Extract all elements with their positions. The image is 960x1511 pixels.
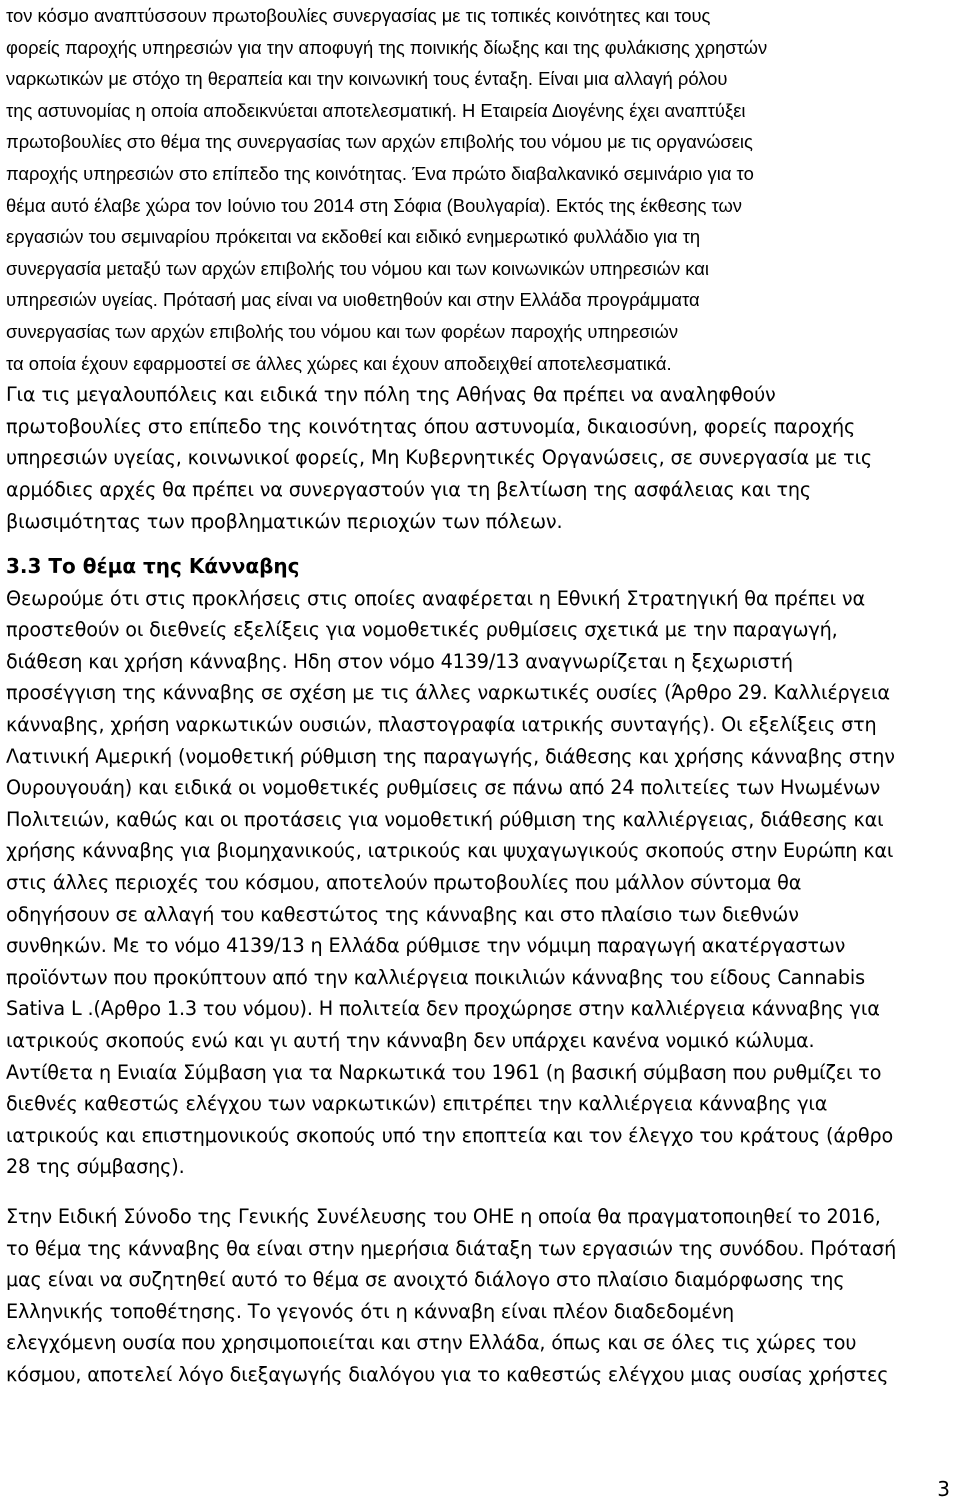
text-line: κόσμου, αποτελεί λόγο διεξαγωγής διαλόγου για το καθεστώς ελέγχου μιας ουσίας χρήστες — [6, 1362, 889, 1386]
text-line: ιατρικούς και επιστημονικούς σκοπούς υπό την εποπτεία και τον έλεγχο του κράτους (άρθρο — [6, 1123, 894, 1147]
text-line: φορείς παροχής υπηρεσιών για την αποφυγή της ποινικής δίωξης και της φυλάκισης χρηστών — [6, 36, 768, 58]
text-line: βιωσιμότητας των προβληματικών περιοχών των πόλεων. — [6, 509, 563, 533]
text-line: τα οποία έχουν εφαρμοστεί σε άλλες χώρες και έχουν αποδειχθεί αποτελεσματικά. — [6, 352, 672, 374]
text-line: παροχής υπηρεσιών στο επίπεδο της κοινότητας. Ένα πρώτο διαβαλκανικό σεμινάριο για το — [6, 162, 754, 184]
text-line: χρήσης κάνναβης για βιομηχανικούς, ιατρικούς και ψυχαγωγικούς σκοπούς στην Ευρώπη και — [6, 839, 894, 863]
text-line: τον κόσμο αναπτύσσουν πρωτοβουλίες συνεργασίας με τις τοπικές κοινότητες και τους — [6, 5, 711, 26]
text-line: προσέγγιση της κάνναβης σε σχέση με τις άλλες ναρκωτικές ουσίες (Άρθρο 29. Καλλιέργεια — [6, 681, 890, 705]
paragraph-cannabis — [6, 583, 946, 1183]
text-line: Στην Ειδική Σύνοδο της Γενικής Συνέλευσης του ΟΗΕ η οποία θα πραγματοποιηθεί το 2016, — [6, 1204, 881, 1228]
text-line: Αντίθετα η Ενιαία Σύμβαση για τα Ναρκωτικά του 1961 (η βασική σύμβαση που ρυθμίζει το — [6, 1060, 882, 1084]
paragraph-un-session — [6, 1201, 946, 1391]
text-line: Sativa L .(Αρθρο 1.3 του νόμου). Η πολιτεία δεν προχώρησε στην καλλιέργεια κάνναβης για — [6, 997, 880, 1021]
text-line: πρωτοβουλίες στο επίπεδο της κοινότητας όπου αστυνομία, δικαιοσύνη, φορείς παροχής — [6, 414, 856, 438]
text-line: κάνναβης, χρήση ναρκωτικών ουσιών, πλαστογραφία ιατρικής συνταγής). Οι εξελίξεις στη — [6, 713, 877, 737]
text-line: οδηγήσουν σε αλλαγή του καθεστώτος της κάνναβης και στο πλαίσιο των διεθνών — [6, 902, 799, 926]
text-line: Ουρουγουάη) και ειδικά οι νομοθετικές ρυθμίσεις σε πάνω από 24 πολιτείες των Ηνωμένων — [6, 776, 881, 800]
paragraph-cooperation — [6, 0, 946, 537]
text-line: ιατρικούς σκοπούς ενώ και γι αυτή την κάνναβη δεν υπάρχει κανένα νομικό κώλυμα. — [6, 1029, 815, 1052]
text-line: προϊόντων που προκύπτουν από την καλλιέργεια ποικιλιών κάνναβης του είδους Cannabis — [6, 965, 865, 989]
section-heading-cannabis: 3.3 Το θέμα της Κάνναβης — [6, 554, 300, 579]
text-line: 28 της σύμβασης). — [6, 1155, 185, 1179]
text-line: υπηρεσιών υγείας. Πρότασή μας είναι να υιοθετηθούν και στην Ελλάδα προγράμματα — [6, 289, 700, 311]
text-line: πρωτοβουλίες στο θέμα της συνεργασίας των αρχών επιβολής του νόμου με τις οργανώσεις — [6, 131, 753, 153]
paragraph-spacer — [6, 1183, 946, 1201]
text-line: ελεγχόμενη ουσία που χρησιμοποιείται και στην Ελλάδα, όπως και σε όλες τις χώρες του — [6, 1331, 857, 1355]
text-line: ναρκωτικών με στόχο τη θεραπεία και την κοινωνική τους ένταξη. Είναι μια αλλαγή ρόλου — [6, 68, 728, 90]
text-line: Λατινική Αμερική (νομοθετική ρύθμιση της παραγωγής, διάθεσης και χρήσης κάνναβης στην — [6, 744, 895, 768]
text-line: Για τις μεγαλουπόλεις και ειδικά την πόλη της Αθήνας θα πρέπει να αναληφθούν — [6, 383, 776, 407]
page-number: 3 — [937, 1477, 950, 1501]
text-line: το θέμα της κάνναβης θα είναι στην ημερήσια διάταξη των εργασιών της συνόδου. Πρότασή — [6, 1236, 897, 1260]
text-line: μας είναι να συζητηθεί αυτό το θέμα σε ανοιχτό διάλογο στο πλαίσιο διαμόρφωσης της — [6, 1268, 845, 1292]
text-line: Θεωρούμε ότι στις προκλήσεις στις οποίες αναφέρεται η Εθνική Στρατηγική θα πρέπει να — [6, 586, 865, 610]
text-line: αρμόδιες αρχές θα πρέπει να συνεργαστούν για τη βελτίωση της ασφάλειας και της — [6, 477, 812, 501]
text-line: Ελληνικής τοποθέτησης. Το γεγονός ότι η κάνναβη είναι πλέον διαδεδομένη — [6, 1299, 735, 1323]
text-line: θέμα αυτό έλαβε χώρα τον Ιούνιο του 2014 στη Σόφια (Βουλγαρία). Εκτός της έκθεσης των — [6, 194, 743, 216]
document-page — [6, 0, 946, 1391]
text-line: συνθηκών. Με το νόμο 4139/13 η Ελλάδα ρύθμισε την νόμιμη παραγωγή ακατέργαστων — [6, 934, 846, 958]
text-line: διάθεση και χρήση κάνναβης. Ηδη στον νόμο 4139/13 αναγνωρίζεται η ξεχωριστή — [6, 649, 793, 673]
text-line: υπηρεσιών υγείας, κοινωνικοί φορείς, Μη Κυβερνητικές Οργανώσεις, σε συνεργασία με τις — [6, 446, 873, 470]
text-line: διεθνές καθεστώς ελέγχου των ναρκωτικών) επιτρέπει την καλλιέργεια κάνναβης για — [6, 1092, 828, 1116]
text-line: εργασιών του σεμιναρίου πρόκειται να εκδοθεί και ειδικό ενημερωτικό φυλλάδιο για τη — [6, 226, 701, 248]
text-line: της αστυνομίας η οποία αποδεικνύεται αποτελεσματική. Η Εταιρεία Διογένης έχει αναπτύξει — [6, 99, 746, 121]
text-line: Πολιτειών, καθώς και οι προτάσεις για νομοθετική ρύθμιση της καλλιέργειας, διάθεσης και — [6, 807, 884, 831]
text-line: στις άλλες περιοχές του κόσμου, αποτελούν πρωτοβουλίες που μάλλον σύντομα θα — [6, 871, 802, 895]
text-line: συνεργασίας των αρχών επιβολής του νόμου και των φορέων παροχής υπηρεσιών — [6, 320, 679, 342]
text-line: προστεθούν οι διεθνείς εξελίξεις για νομοθετικές ρυθμίσεις σχετικά με την παραγωγή, — [6, 618, 838, 642]
text-line: συνεργασία μεταξύ των αρχών επιβολής του νόμου και των κοινωνικών υπηρεσιών και — [6, 257, 709, 279]
